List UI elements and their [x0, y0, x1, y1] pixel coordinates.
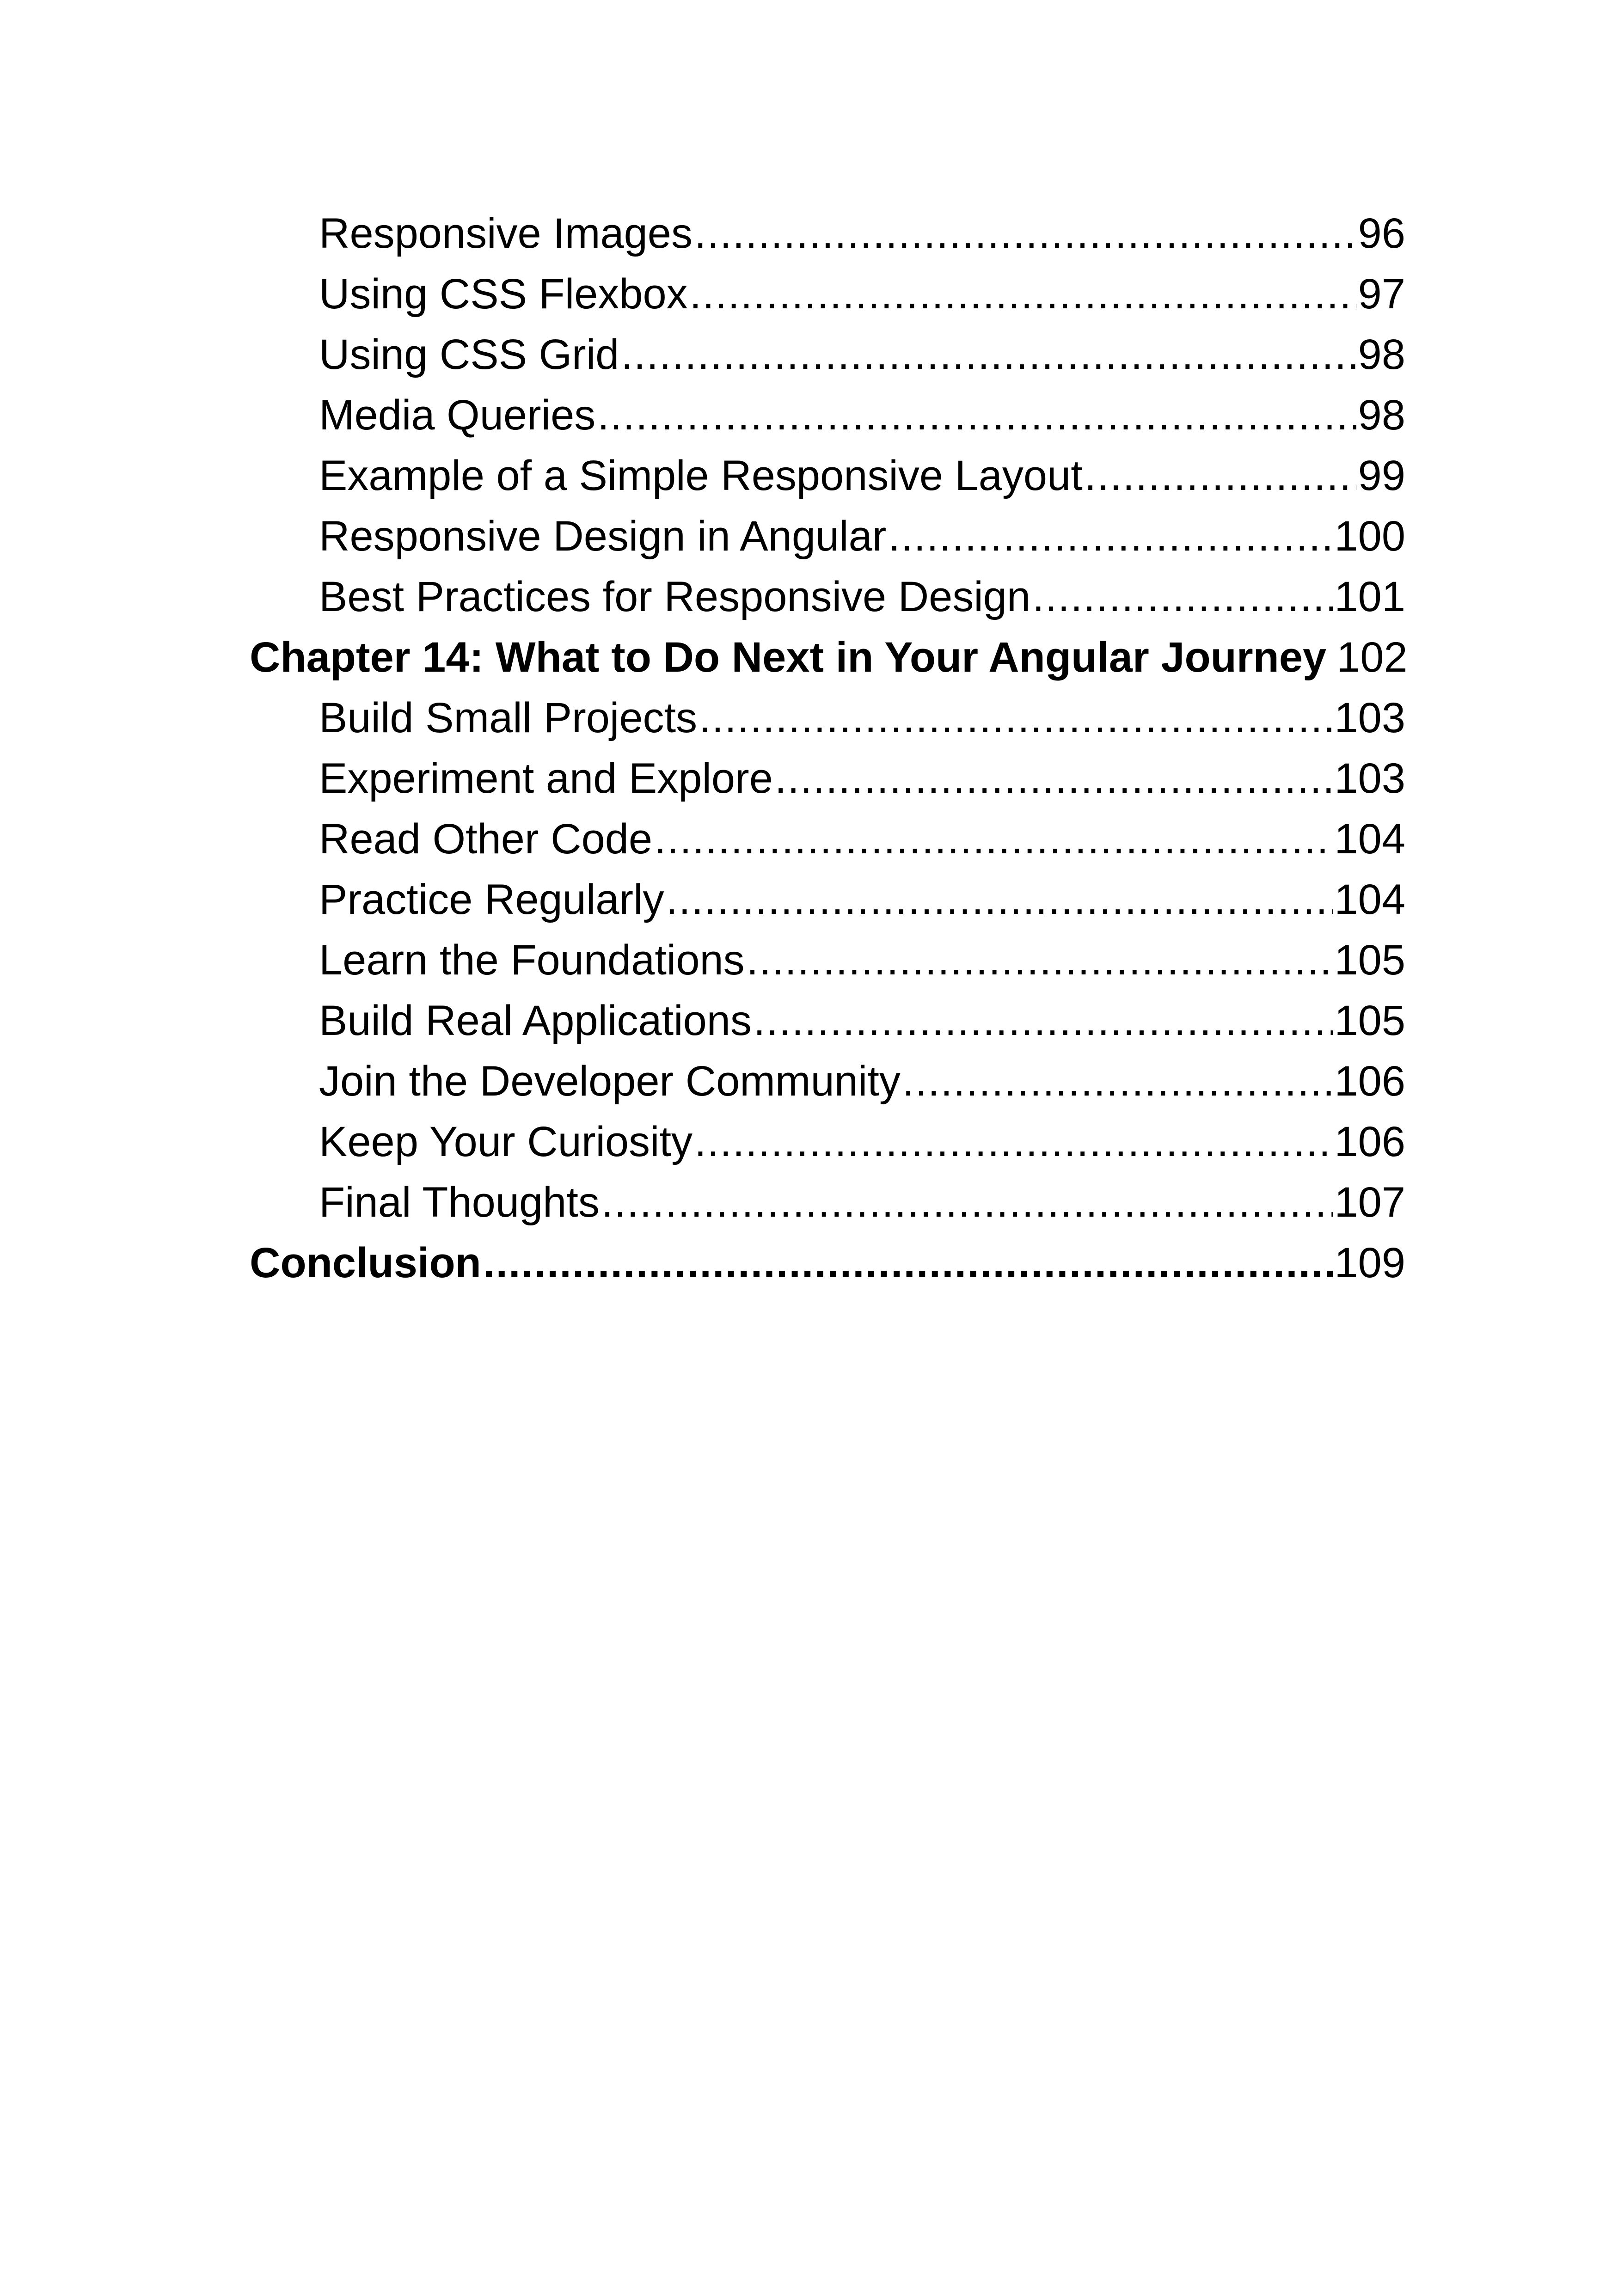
dot-leader — [754, 991, 1333, 1051]
toc-entry-title: Learn the Foundations — [319, 937, 745, 984]
toc-entry-page: 99 — [1358, 452, 1405, 499]
toc-entry-page: 109 — [1334, 1239, 1405, 1286]
toc-entry-title: Build Small Projects — [319, 694, 698, 741]
toc-entry[interactable] — [250, 869, 1405, 930]
toc-entry-title: Using CSS Flexbox — [319, 270, 688, 318]
dot-leader — [747, 930, 1333, 991]
toc-entry[interactable] — [250, 991, 1405, 1051]
toc-entry[interactable] — [250, 1051, 1405, 1112]
toc-entry-page: 98 — [1358, 331, 1405, 378]
toc-entry-title: Example of a Simple Responsive Layout — [319, 452, 1083, 499]
dot-leader — [699, 688, 1332, 748]
toc-entry-title: Conclusion — [250, 1239, 481, 1286]
toc-entry-page: 104 — [1334, 876, 1405, 923]
toc-entry-title: Keep Your Curiosity — [319, 1118, 693, 1165]
toc-entry[interactable] — [250, 809, 1405, 869]
toc-entry-page: 104 — [1334, 815, 1405, 863]
toc-entry-title: Media Queries — [319, 392, 596, 439]
toc-entry[interactable] — [250, 385, 1405, 446]
toc-entry-title: Build Real Applications — [319, 997, 752, 1044]
toc-entry-title: Chapter 14: What to Do Next in Your Angular Journey — [250, 634, 1327, 681]
dot-leader — [888, 506, 1332, 567]
toc-conclusion-entry[interactable] — [250, 1233, 1405, 1293]
toc-entry[interactable] — [250, 203, 1405, 264]
toc-entry-page: 100 — [1334, 513, 1405, 560]
toc-entry[interactable] — [250, 1172, 1405, 1233]
toc-entry[interactable] — [250, 325, 1405, 385]
toc-entry-page: 98 — [1358, 392, 1405, 439]
dot-leader — [694, 1112, 1332, 1172]
toc-entry[interactable] — [250, 567, 1405, 627]
toc-entry-title: Practice Regularly — [319, 876, 664, 923]
toc-entry-title: Join the Developer Community — [319, 1058, 901, 1105]
toc-chapter-entry[interactable] — [250, 627, 1408, 688]
dot-leader — [775, 748, 1333, 809]
toc-entry[interactable] — [250, 1112, 1405, 1172]
dot-leader — [597, 385, 1356, 446]
toc-entry-title: Final Thoughts — [319, 1179, 600, 1226]
toc-entry-title: Responsive Design in Angular — [319, 513, 887, 560]
dot-leader — [690, 264, 1356, 325]
toc-entry-page: 97 — [1358, 270, 1405, 318]
toc-entry[interactable] — [250, 748, 1405, 809]
toc-entry[interactable] — [250, 264, 1405, 325]
toc-entry-page: 105 — [1334, 997, 1405, 1044]
dot-leader — [902, 1051, 1333, 1112]
toc-entry-title: Best Practices for Responsive Design — [319, 573, 1031, 620]
toc-entry-page: 106 — [1334, 1118, 1405, 1165]
toc-entry-page: 103 — [1334, 694, 1405, 741]
table-of-contents — [250, 203, 1408, 1293]
dot-leader — [666, 869, 1333, 930]
toc-entry-title: Read Other Code — [319, 815, 653, 863]
toc-entry[interactable] — [250, 930, 1405, 991]
dot-leader — [694, 203, 1356, 264]
toc-entry-title: Responsive Images — [319, 210, 693, 257]
toc-entry-page: 102 — [1336, 634, 1408, 681]
toc-entry-page: 107 — [1334, 1179, 1405, 1226]
toc-entry-page: 101 — [1334, 573, 1405, 620]
dot-leader — [601, 1172, 1333, 1233]
toc-entry[interactable] — [250, 506, 1405, 567]
toc-entry-page: 103 — [1334, 755, 1405, 802]
toc-entry-page: 96 — [1358, 210, 1405, 257]
toc-entry-page: 105 — [1334, 937, 1405, 984]
toc-entry-title: Using CSS Grid — [319, 331, 619, 378]
dot-leader — [621, 325, 1356, 385]
dot-leader — [483, 1233, 1333, 1293]
dot-leader — [1085, 446, 1356, 506]
dot-leader — [1032, 567, 1332, 627]
toc-entry-title: Experiment and Explore — [319, 755, 773, 802]
dot-leader — [654, 809, 1332, 869]
toc-entry-page: 106 — [1334, 1058, 1405, 1105]
toc-entry[interactable] — [250, 688, 1405, 748]
toc-entry[interactable] — [250, 446, 1405, 506]
